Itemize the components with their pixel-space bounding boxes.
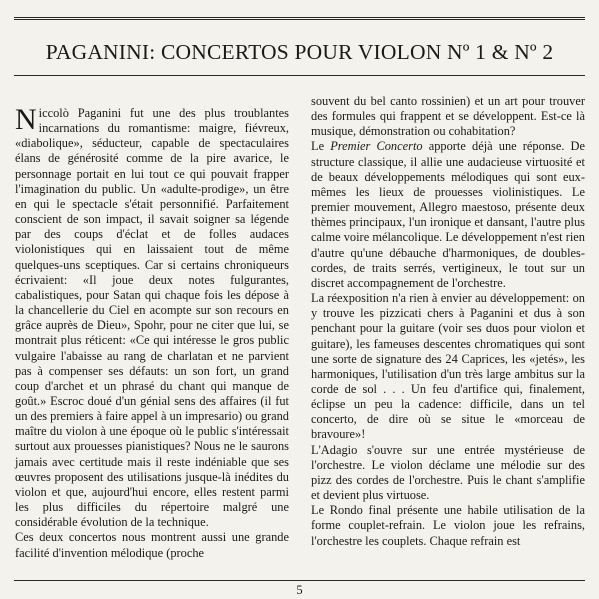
work-title-italic: Premier Concerto	[330, 139, 423, 154]
bottom-border-line	[14, 580, 585, 581]
left-paragraph-1	[15, 103, 289, 530]
top-border-line-inner	[14, 19, 585, 20]
left-paragraph-1-text: iccolò Paganini fut une des plus troublantes incarnations du romantisme: maigre, fiévreux, «diabolique», séducteur, capable de spectaculaires élans de générosité comme de la pire avarice, le personnage portait en lui tout ce qui pouvait frapper l'imagination du public. Un «adulte-prodige», un être en qui le spectacle s'était personnifié. Parfaitement conscient de son impact, il savait soigner sa légende par des coups d'éclat et de folles audaces violonistiques qui en laissaient tout de même quelques-uns sceptiques. Car si certains chroniqueurs écrivaient: «Il joue deux notes fulgurantes, cabalistiques, pour Satan qui chaque fois les dépose à la chancellerie du Ciel en acompte sur son recours en grâce auprès de Dieu», Spohr, pour ne citer que lui, se montrait plus réticent: «Ce qui intéresse le gros public vulgaire l'abaisse au rang de charlatan et ne parvient pas à compenser ses défauts: un son fort, un grand coup d'archet et un phrasé du chant qui manque de goût.» Escroc doué d'un génial sens des affaires (il fut un des premiers à faire appel à un impresario) ou grand maître du violon à une époque où le public s'intéressait surtout aux prouesses pianistiques? Nous ne le saurons jamais avec certitude mais il reste indéniable que ses œuvres proposent des utilisations jusque-là inédites du violon et que, aujourd'hui encore, elles restent parmi les plus difficiles du répertoire malgré une considérable évolution de la technique.	[15, 106, 289, 530]
right-paragraph-1: souvent du bel canto rossinien) et un art pour trouver des formules qui frappent et se développent. Est-ce là musique, démonstration ou cohabitation?	[311, 94, 585, 139]
title-underline	[14, 75, 585, 76]
right-paragraph-2-lead: Le	[311, 139, 331, 154]
right-paragraph-4: L'Adagio s'ouvre sur une entrée mystérieuse de l'orchestre. Le violon déclame une mélodie sur des pizz des cordes de l'orchestre. Puis le chant s'amplifie et devient plus virtuose.	[311, 442, 585, 503]
right-paragraph-5: Le Rondo final présente une habile utilisation de la forme couplet-refrain. Le violon joue les refrains, l'orchestre les couplets. Chaque refrain est	[311, 503, 585, 548]
left-paragraph-2: Ces deux concertos nous montrent aussi une grande facilité d'invention mélodique (proche	[15, 530, 289, 560]
drop-cap: N	[15, 103, 37, 136]
left-column	[15, 103, 289, 561]
right-paragraph-2	[311, 139, 585, 291]
page-title: PAGANINI: CONCERTOS POUR VIOLON Nº 1 & Nº 2	[45, 40, 554, 64]
top-border-line	[14, 17, 585, 18]
page-number: 5	[296, 583, 303, 597]
right-paragraph-2-text: apporte déjà une réponse. De structure classique, il allie une audacieuse virtuosité et de beaux développements mélodiques qui sont eux-mêmes les lieux de prouesses violinistiques. Le premier mouvement, Allegro maestoso, présente deux thèmes principaux, l'un ironique et dansant, l'autre plus calme voire mélancolique. Le développement n'est rien d'autre qu'une débauche d'harmoniques, de doubles-cordes, de traits serrés, vertigineux, le tout sur un discret accompagnement de l'orchestre.	[311, 139, 585, 290]
right-column	[311, 94, 585, 549]
right-paragraph-3: La réexposition n'a rien à envier au développement: on y trouve les pizzicati chers à Paganini et dus à son penchant pour la guitare (voir ses duos pour violon et guitare), les fameuses descentes chromatiques qui sont une sorte de signature des 24 Caprices, les «jetés», les harmoniques, l'utilisation d'un très large ambitus sur la corde de sol . . . Un feu d'artifice qui, finalement, éclipse un peu la cadence: difficile, dans un tel concerto, de dire où se situe le «morceau de bravoure»!	[311, 291, 585, 442]
